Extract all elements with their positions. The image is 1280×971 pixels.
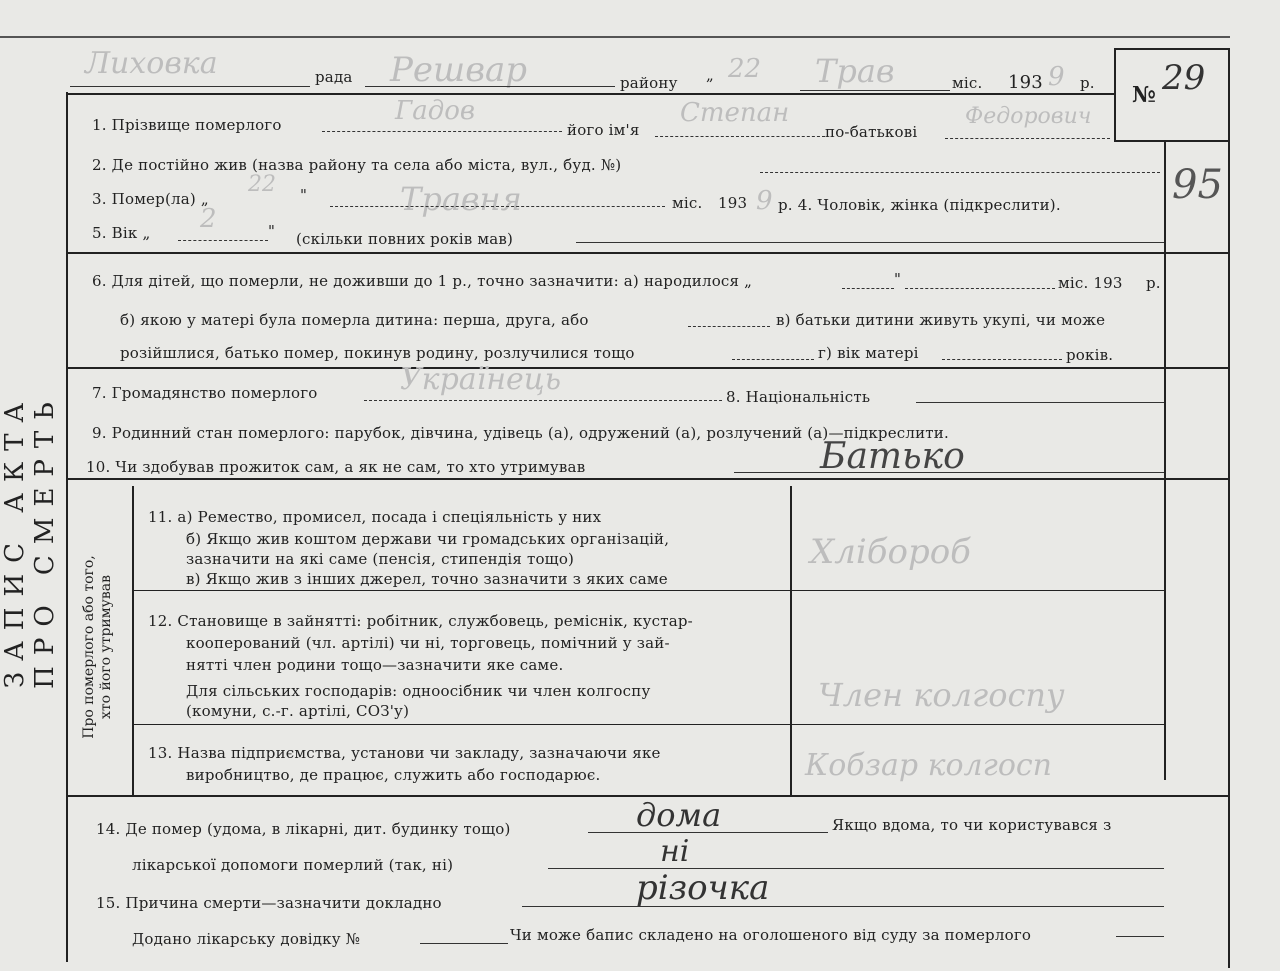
row8-label: 8. Національність xyxy=(726,388,871,406)
number-box-top xyxy=(1114,48,1230,50)
number-label: № xyxy=(1132,82,1156,108)
row14-tail: Якщо вдома, то чи користувався з xyxy=(832,816,1112,834)
row7-label: 7. Громадянство померлого xyxy=(92,384,318,402)
row6-dash1 xyxy=(842,288,894,289)
row6-line1: 6. Для дітей, що померли, не доживши до 1 р., точно зазначити: а) народилося „ xyxy=(92,272,753,290)
row5-tail: (скільки повних років мав) xyxy=(296,230,514,248)
frame-right xyxy=(1228,48,1230,968)
row6-line2b: в) батьки дитини живуть укупі, чи може xyxy=(776,311,1106,329)
row3-mis: міс. xyxy=(672,194,703,212)
row2-label: 2. Де постійно жив (назва району та села або міста, вул., буд. №) xyxy=(92,156,622,174)
r12-line4: Для сільських господарів: одноосібник чи член колгоспу xyxy=(186,682,651,700)
block-col-divider xyxy=(790,486,792,795)
row14-label: 14. Де помер (удома, в лікарні, дит. будинку тощо) xyxy=(96,820,511,838)
r11-line2: б) Якщо жив коштом держави чи громадських організацій, xyxy=(186,530,670,548)
row6-line3c: років. xyxy=(1066,346,1114,364)
side-box-label: Про померлого або того, хто його утримував xyxy=(81,555,114,739)
row6-line3b: г) вік матері xyxy=(818,344,919,362)
block-sep1 xyxy=(132,590,1164,591)
hw-village: Лиховка xyxy=(85,46,218,81)
row10-label: 10. Чи здобував прожиток сам, а як не сам, то хто утримував xyxy=(86,458,586,476)
row5-dash1 xyxy=(178,240,268,241)
ul-village xyxy=(70,86,310,87)
r12-line1: 12. Становище в зайнятті: робітник, службовець, реміснік, кустар- xyxy=(148,612,693,630)
row1-dash3 xyxy=(945,138,1110,139)
row6-line3a: розійшлися, батько помер, покинув родину, розлучилися тощо xyxy=(120,344,635,362)
hw-age: 2 xyxy=(200,204,217,234)
ul-month xyxy=(800,90,950,91)
row1-patr-label: по-батькові xyxy=(825,123,918,141)
sep-row10 xyxy=(66,478,1228,480)
hw-citizenship: Українець xyxy=(400,362,562,397)
row3-tail: р. 4. Чоловік, жінка (підкреслити). xyxy=(778,196,1061,214)
header-bottom xyxy=(66,93,1116,95)
r11-line1: 11. а) Ремество, промисел, посада і спеціяльність у них xyxy=(148,508,602,526)
hw-patronymic: Федорович xyxy=(965,104,1092,129)
hw-medical: ні xyxy=(660,834,690,869)
block-sep2 xyxy=(132,724,1164,725)
hw-death-day: 22 xyxy=(248,172,276,197)
hw-status: Член колгоспу xyxy=(818,676,1065,714)
row15-label: 15. Причина смерти—зазначити докладно xyxy=(96,894,442,912)
row16-line xyxy=(420,943,508,944)
number-box-bottom xyxy=(1114,140,1230,142)
hw-raion: Решвар xyxy=(390,50,528,90)
label-rada: рада xyxy=(315,68,353,86)
label-mis: міс. xyxy=(952,74,983,92)
label-year: 193 xyxy=(1008,72,1043,93)
label-r: р. xyxy=(1080,74,1095,92)
hw-death-year: 9 xyxy=(756,186,773,216)
r12-line3: нятті член родини тощо—зазначити яке саме. xyxy=(186,656,564,674)
hw-header-day: 22 xyxy=(728,54,762,84)
frame-top xyxy=(0,36,1230,38)
frame-left xyxy=(66,92,68,962)
sep-row6 xyxy=(66,367,1228,369)
block-side-divider xyxy=(132,486,134,795)
row1-dash2 xyxy=(655,136,825,137)
r11-line3: зазначити на які саме (пенсія, стипендія тощо) xyxy=(186,550,575,568)
row1-label: 1. Прізвище померлого xyxy=(92,116,282,134)
row16-tail: Чи може бапис складено на оголошеного від суду за померлого xyxy=(510,926,1032,944)
row6-r: р. xyxy=(1146,274,1161,292)
row8-line xyxy=(916,402,1164,403)
hw-header-month: Трав xyxy=(815,52,895,90)
frame-right-inner xyxy=(1164,140,1166,780)
hw-death-month: Травня xyxy=(400,180,522,218)
row16-line2 xyxy=(1116,936,1164,937)
number-value: 29 xyxy=(1162,58,1206,98)
label-raionu: району xyxy=(620,74,678,92)
hw-place: дома xyxy=(636,796,722,834)
row16-label: Додано лікарську довідку № xyxy=(132,930,361,948)
row5-quote: " xyxy=(268,222,276,240)
row14-line1 xyxy=(588,832,828,833)
hw-cause: різочка xyxy=(636,868,770,908)
row10-line xyxy=(734,472,1164,473)
row6-quote: " xyxy=(894,270,902,288)
hw-occupation: Хлібороб xyxy=(810,532,971,572)
hw-enterprise: Кобзар колгосп xyxy=(805,748,1053,783)
row9-label: 9. Родинний стан померлого: парубок, дівчина, удівець (а), одружений (а), розлучений (а)—підкреслити. xyxy=(92,424,949,442)
margin-number: 95 xyxy=(1172,162,1223,208)
sep-row5 xyxy=(66,252,1228,254)
row5-label: 5. Вік „ xyxy=(92,224,151,242)
row1-dash1 xyxy=(322,131,562,132)
row5-line xyxy=(576,242,1164,243)
row6-dash3 xyxy=(688,326,770,327)
row3-label: 3. Помер(ла) „ xyxy=(92,190,209,208)
row3-quote: " xyxy=(300,186,308,204)
hw-name: Степан xyxy=(680,98,790,128)
hw-supporter: Батько xyxy=(820,436,965,477)
row6-dash4 xyxy=(732,359,814,360)
hw-header-year: 9 xyxy=(1048,62,1065,92)
ul-raion xyxy=(365,86,615,87)
row6-line2a: б) якою у матері була померла дитина: перша, друга, або xyxy=(120,311,589,329)
row1-name-label: його ім'я xyxy=(567,121,640,139)
row6-dash5 xyxy=(942,359,1062,360)
row6-mis: міс. 193 xyxy=(1058,274,1123,292)
side-title: ЗАПИС АКТА ПРО СМЕРТЬ xyxy=(0,391,60,689)
row15-line xyxy=(522,906,1164,907)
row3-dash xyxy=(330,206,665,207)
row2-dash xyxy=(760,172,1160,173)
r12-line2: кооперований (чл. артілі) чи ні, торговець, помічний у зай- xyxy=(186,634,670,652)
row6-dash2 xyxy=(905,288,1055,289)
quote-open: „ xyxy=(706,66,714,84)
hw-surname: Гадов xyxy=(395,96,475,126)
row7-dash xyxy=(364,400,722,401)
r13-line1: 13. Назва підприємства, установи чи закладу, зазначаючи яке xyxy=(148,744,661,762)
row14-label2: лікарської допомоги померлий (так, ні) xyxy=(132,856,454,874)
r12-line5: (комуни, с.-г. артілі, СОЗ'у) xyxy=(186,702,410,720)
r13-line2: виробництво, де працює, служить або господарює. xyxy=(186,766,601,784)
r11-line4: в) Якщо жив з інших джерел, точно зазначити з яких саме xyxy=(186,570,668,588)
row3-year: 193 xyxy=(718,194,748,212)
